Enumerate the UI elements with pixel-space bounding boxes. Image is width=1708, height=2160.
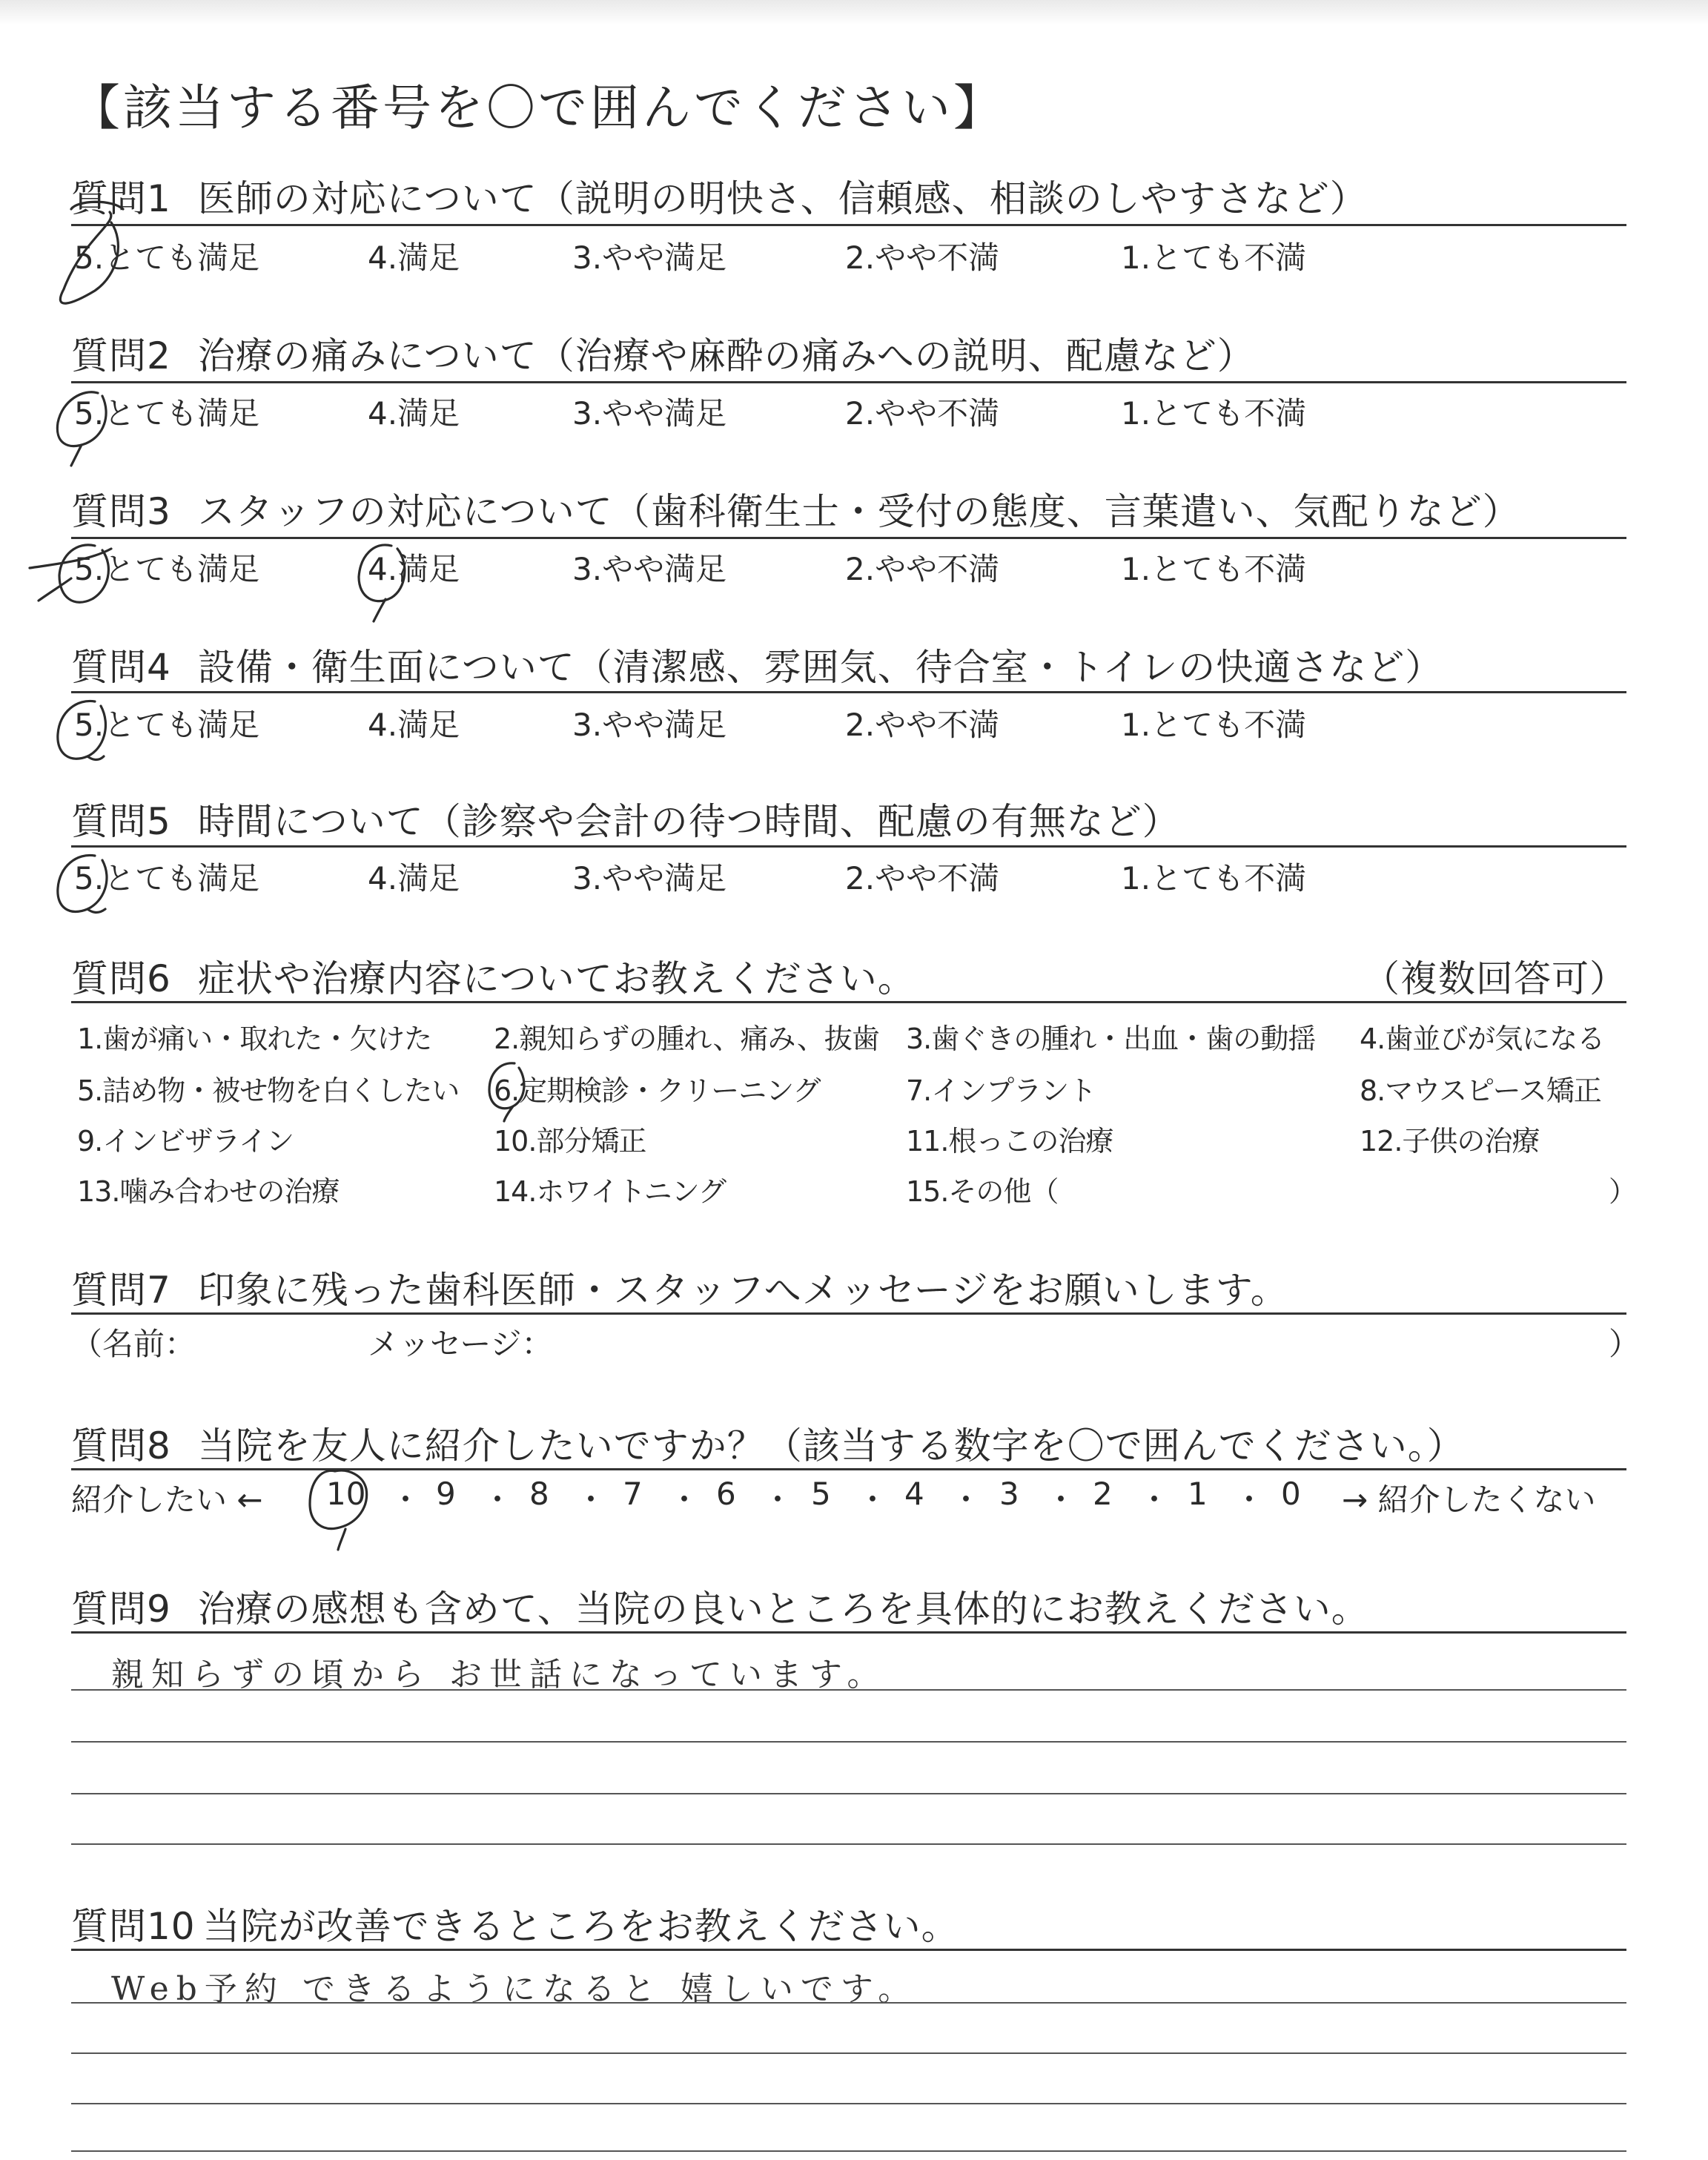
q1-option-5[interactable]: 5.とても満足	[74, 240, 260, 276]
question-8-text: 当院を友人に紹介したいですか？（該当する数字を〇で囲んでください。）	[197, 1424, 1465, 1467]
q8-sep: ・	[1234, 1482, 1265, 1518]
q8-sep: ・	[1139, 1482, 1171, 1518]
q8-sep: ・	[669, 1482, 701, 1518]
q1-circle-mark	[60, 212, 118, 303]
question-2-text: 治療の痛みについて（治療や麻酔の痛みへの説明、配慮など）	[197, 334, 1255, 377]
q9-handwritten-answer: 親知らずの頃から お世話になっています。	[111, 1656, 887, 1694]
q6-option-10[interactable]: 10.部分矯正	[494, 1125, 646, 1157]
q3-option-1[interactable]: 1.とても不満	[1121, 551, 1307, 587]
q4-option-1[interactable]: 1.とても不満	[1121, 707, 1307, 743]
q8-score-8[interactable]: 8	[529, 1476, 549, 1512]
q1-option-3[interactable]: 3.やや満足	[572, 240, 727, 276]
q8-score-4[interactable]: 4	[904, 1476, 924, 1512]
q4-option-2[interactable]: 2.やや不満	[845, 707, 1000, 743]
q3-option-4[interactable]: 4.満足	[368, 551, 460, 587]
q8-sep: ・	[857, 1482, 889, 1518]
question-1-text: 医師の対応について（説明の明快さ、信頼感、相談のしやすさなど）	[197, 177, 1368, 220]
q8-score-7[interactable]: 7	[623, 1476, 643, 1512]
question-6-note: （複数回答可）	[1363, 957, 1627, 1000]
q5-option-4[interactable]: 4.満足	[368, 860, 460, 896]
q8-score-10[interactable]: 10	[326, 1476, 366, 1512]
question-5-label: 質問5	[71, 800, 171, 843]
q1-option-4[interactable]: 4.満足	[368, 240, 460, 276]
q2-option-2[interactable]: 2.やや不満	[845, 395, 1000, 432]
q2-circle-mark	[57, 392, 106, 466]
question-7-label: 質問7	[71, 1269, 171, 1312]
q8-sep: ・	[482, 1482, 514, 1518]
q8-sep: ・	[575, 1482, 607, 1518]
question-4-text: 設備・衛生面について（清潔感、雰囲気、待合室・トイレの快適さなど）	[197, 646, 1443, 689]
question-4-label: 質問4	[71, 646, 171, 689]
question-2-label: 質問2	[71, 334, 171, 377]
q4-option-4[interactable]: 4.満足	[368, 707, 460, 743]
q8-score-2[interactable]: 2	[1093, 1476, 1113, 1512]
question-8-label: 質問8	[71, 1424, 171, 1467]
q4-circle-mark	[58, 701, 106, 759]
q8-score-5[interactable]: 5	[811, 1476, 831, 1512]
q7-message-label: メッセージ：	[368, 1326, 553, 1362]
q8-score-3[interactable]: 3	[999, 1476, 1019, 1512]
q8-score-6[interactable]: 6	[716, 1476, 736, 1512]
q2-option-3[interactable]: 3.やや満足	[572, 395, 727, 432]
q7-close-paren: ）	[1609, 1326, 1641, 1362]
q8-score-0[interactable]: 0	[1281, 1476, 1301, 1512]
q2-option-4[interactable]: 4.満足	[368, 395, 460, 432]
q10-handwritten-answer: Web予約 できるようになると 嬉しいです。	[111, 1970, 918, 2008]
q5-option-5[interactable]: 5.とても満足	[74, 860, 260, 896]
question-1-label: 質問1	[71, 177, 171, 220]
question-10-label: 質問10	[71, 1905, 196, 1948]
q6-option-7[interactable]: 7.インプラント	[906, 1074, 1096, 1107]
q6-option-3[interactable]: 3.歯ぐきの腫れ・出血・歯の動揺	[906, 1023, 1316, 1055]
q4-option-3[interactable]: 3.やや満足	[572, 707, 727, 743]
q4-option-5[interactable]: 5.とても満足	[74, 707, 260, 743]
q6-option-2[interactable]: 2.親知らずの腫れ、痛み、抜歯	[494, 1023, 879, 1055]
question-9-label: 質問9	[71, 1588, 171, 1631]
q5-option-2[interactable]: 2.やや不満	[845, 860, 1000, 896]
q8-circle-mark	[310, 1470, 367, 1550]
q3-option-2[interactable]: 2.やや不満	[845, 551, 1000, 587]
q8-sep: ・	[390, 1482, 422, 1518]
q1-option-2[interactable]: 2.やや不満	[845, 240, 1000, 276]
q6-option-4[interactable]: 4.歯並びが気になる	[1360, 1023, 1605, 1055]
q6-option-14[interactable]: 14.ホワイトニング	[494, 1175, 726, 1208]
q8-score-9[interactable]: 9	[436, 1476, 456, 1512]
q8-score-1[interactable]: 1	[1188, 1476, 1208, 1512]
q5-option-1[interactable]: 1.とても不満	[1121, 860, 1307, 896]
q2-option-5[interactable]: 5.とても満足	[74, 395, 260, 432]
q6-option-6[interactable]: 6.定期検診・クリーニング	[494, 1074, 821, 1107]
q5-option-3[interactable]: 3.やや満足	[572, 860, 727, 896]
question-3-text: スタッフの対応について（歯科衛生士・受付の態度、言葉遣い、気配りなど）	[197, 490, 1520, 533]
q6-option-1[interactable]: 1.歯が痛い・取れた・欠けた	[77, 1023, 432, 1055]
q1-option-1[interactable]: 1.とても不満	[1121, 240, 1307, 276]
q6-option-13[interactable]: 13.噛み合わせの治療	[77, 1175, 340, 1208]
q6-option-5[interactable]: 5.詰め物・被せ物を白くしたい	[77, 1074, 460, 1107]
q8-right-label: → 紹介したくない	[1342, 1482, 1596, 1518]
q8-sep: ・	[1045, 1482, 1077, 1518]
question-9-text: 治療の感想も含めて、当院の良いところを具体的にお教えください。	[197, 1588, 1369, 1631]
q5-circle-mark	[58, 855, 107, 912]
question-10-text: 当院が改善できるところをお教えください。	[202, 1905, 959, 1948]
q6-option-12[interactable]: 12.子供の治療	[1360, 1125, 1540, 1157]
q6-option-15[interactable]: 15.その他（	[906, 1175, 1059, 1208]
q6-option-11[interactable]: 11.根っこの治療	[906, 1125, 1113, 1157]
q6-other-close-paren: ）	[1609, 1175, 1637, 1208]
question-7-text: 印象に残った歯科医師・スタッフへメッセージをお願いします。	[197, 1269, 1288, 1312]
q2-option-1[interactable]: 1.とても不満	[1121, 395, 1307, 432]
q3-option-3[interactable]: 3.やや満足	[572, 551, 727, 587]
form-title: 【該当する番号を〇で囲んでください】	[71, 79, 1005, 136]
q3-circle-mark-5	[30, 545, 111, 602]
q8-sep: ・	[762, 1482, 794, 1518]
question-6-label: 質問6	[71, 957, 171, 1000]
q3-circle-mark-4	[359, 545, 405, 621]
q1-circle-mark-top	[71, 202, 123, 209]
q6-circle-mark	[489, 1063, 524, 1121]
q6-option-9[interactable]: 9.インビザライン	[77, 1125, 294, 1157]
question-5-text: 時間について（診察や会計の待つ時間、配慮の有無など）	[197, 800, 1180, 843]
question-6-text: 症状や治療内容についてお教えください。	[197, 957, 916, 1000]
question-3-label: 質問3	[71, 490, 171, 533]
q3-option-5[interactable]: 5.とても満足	[74, 551, 260, 587]
q8-left-label: 紹介したい ←	[71, 1482, 263, 1518]
q7-name-label: （名前：	[71, 1326, 196, 1362]
q6-option-8[interactable]: 8.マウスピース矯正	[1360, 1074, 1601, 1107]
q8-sep: ・	[950, 1482, 982, 1518]
